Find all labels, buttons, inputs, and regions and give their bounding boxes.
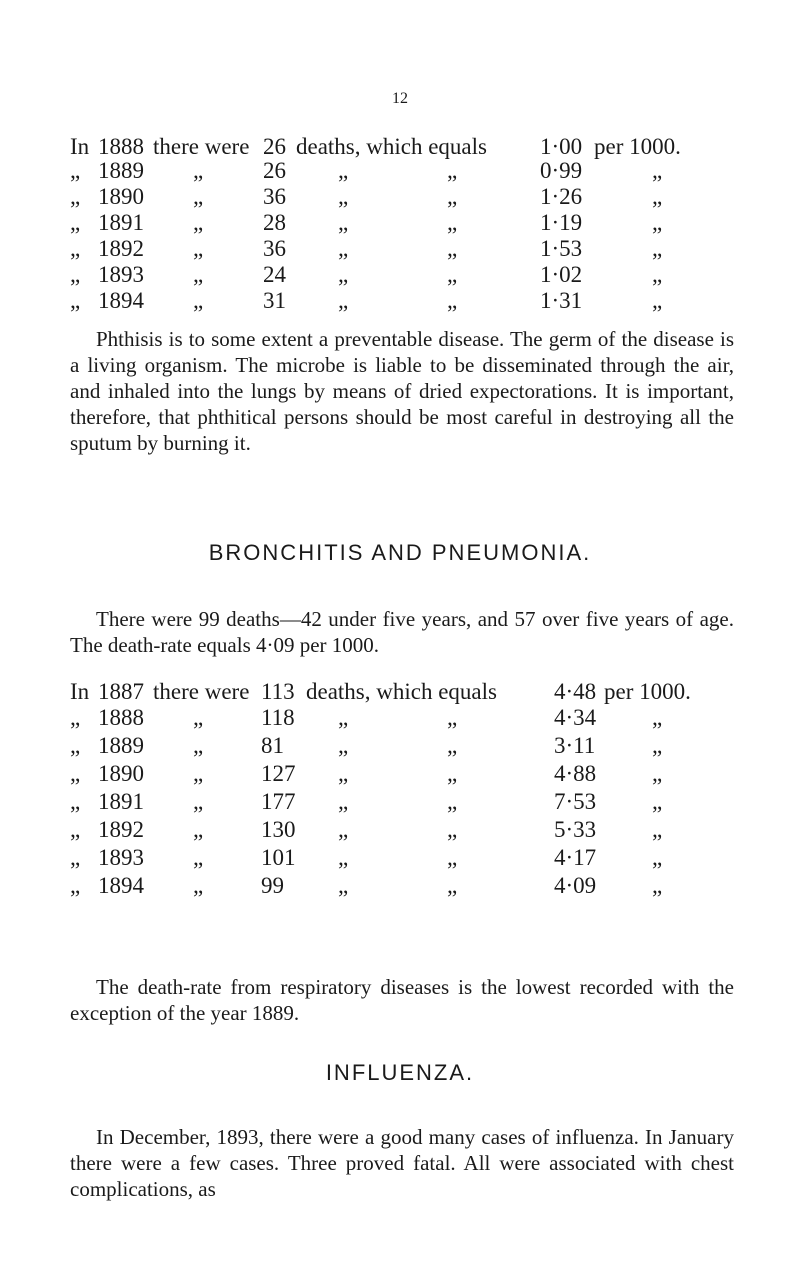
row-year: 1892 [98, 817, 144, 842]
row-suffix: „ [652, 817, 663, 842]
row-rate: 1·19 [540, 210, 583, 235]
row-deaths: 36 [263, 236, 286, 261]
row-prefix: „ [70, 789, 81, 814]
row-text3: „ [447, 817, 458, 842]
row-suffix: per 1000. [604, 679, 691, 704]
row-deaths: 127 [261, 761, 296, 786]
row-text2: „ [338, 705, 349, 730]
row-deaths: 113 [261, 679, 295, 704]
row-suffix: „ [652, 873, 663, 898]
row-text1: „ [193, 262, 204, 287]
row-text2: „ [338, 236, 349, 261]
row-deaths: 26 [263, 158, 286, 183]
row-text3: „ [447, 262, 458, 287]
row-text1: „ [193, 761, 204, 786]
row-text3: „ [447, 184, 458, 209]
row-text2: „ [338, 184, 349, 209]
row-rate: 4·34 [554, 705, 597, 730]
bronchitis-summary-paragraph: There were 99 deaths—42 under five years, and 57 over five years of age. The death-rate equals 4·09 per 1000. [70, 607, 734, 657]
influenza-heading: INFLUENZA. [325, 1060, 475, 1085]
row-text3: „ [447, 236, 458, 261]
row-suffix: „ [652, 236, 663, 261]
row-rate: 7·53 [554, 789, 597, 814]
row-suffix: per 1000. [594, 134, 681, 159]
row-text1: „ [193, 845, 204, 870]
row-text2: „ [338, 817, 349, 842]
row-deaths: 31 [263, 288, 286, 313]
row-rate: 5·33 [554, 817, 597, 842]
row-year: 1890 [98, 184, 144, 209]
row-rate: 1·00 [540, 134, 583, 159]
row-suffix: „ [652, 288, 663, 313]
respiratory-rate-paragraph: The death-rate from respiratory diseases is the lowest recorded with the exception of the year 1889. [70, 975, 734, 1025]
row-text2: „ [338, 733, 349, 758]
row-text2: „ [338, 210, 349, 235]
row-prefix: „ [70, 210, 81, 235]
phthisis-paragraph: Phthisis is to some extent a preventable disease. The germ of the disease is a living organism. The microbe is liable to be disseminated through the air, and inhaled into the lungs by means of dried expectorations. It is important, therefore, that phthitical persons should be most careful in destroying all the sputum by burning it. [70, 327, 734, 455]
row-text1: „ [193, 210, 204, 235]
row-deaths: 26 [263, 134, 286, 159]
row-prefix: „ [70, 733, 81, 758]
row-text2: deaths, which equals [306, 679, 497, 704]
row-year: 1893 [98, 262, 144, 287]
row-year: 1890 [98, 761, 144, 786]
row-prefix: „ [70, 158, 81, 183]
row-deaths: 118 [261, 705, 295, 730]
row-text1: „ [193, 817, 204, 842]
row-prefix: „ [70, 817, 81, 842]
row-prefix: „ [70, 236, 81, 261]
row-rate: 1·02 [540, 262, 583, 287]
row-year: 1893 [98, 845, 144, 870]
row-text1: „ [193, 873, 204, 898]
row-year: 1891 [98, 210, 144, 235]
row-deaths: 101 [261, 845, 296, 870]
row-rate: 1·31 [540, 288, 583, 313]
row-year: 1889 [98, 158, 144, 183]
row-text1: „ [193, 288, 204, 313]
row-prefix: „ [70, 288, 81, 313]
row-text3: „ [447, 873, 458, 898]
row-suffix: „ [652, 845, 663, 870]
row-text2: deaths, which equals [296, 134, 487, 159]
row-suffix: „ [652, 733, 663, 758]
row-rate: 4·17 [554, 845, 597, 870]
row-prefix: „ [70, 262, 81, 287]
row-rate: 4·09 [554, 873, 597, 898]
row-text3: „ [447, 761, 458, 786]
row-suffix: „ [652, 158, 663, 183]
page-number: 12 [392, 90, 408, 107]
row-text3: „ [447, 789, 458, 814]
row-year: 1892 [98, 236, 144, 261]
row-text2: „ [338, 845, 349, 870]
row-text2: „ [338, 873, 349, 898]
row-text3: „ [447, 288, 458, 313]
row-deaths: 130 [261, 817, 296, 842]
row-prefix: In [70, 134, 90, 159]
row-prefix: In [70, 679, 90, 704]
row-text2: „ [338, 262, 349, 287]
row-text3: „ [447, 845, 458, 870]
row-text2: „ [338, 761, 349, 786]
row-deaths: 81 [261, 733, 284, 758]
row-text1: „ [193, 789, 204, 814]
row-suffix: „ [652, 789, 663, 814]
row-deaths: 99 [261, 873, 284, 898]
row-text3: „ [447, 158, 458, 183]
row-text1: „ [193, 236, 204, 261]
row-year: 1891 [98, 789, 144, 814]
row-rate: 0·99 [540, 158, 583, 183]
row-rate: 4·88 [554, 761, 597, 786]
row-year: 1894 [98, 288, 144, 313]
row-prefix: „ [70, 705, 81, 730]
row-suffix: „ [652, 761, 663, 786]
row-text1: „ [193, 158, 204, 183]
row-prefix: „ [70, 184, 81, 209]
row-year: 1888 [98, 134, 144, 159]
row-year: 1887 [98, 679, 144, 704]
row-prefix: „ [70, 845, 81, 870]
row-text1: there were [153, 679, 250, 704]
row-suffix: „ [652, 262, 663, 287]
row-prefix: „ [70, 873, 81, 898]
row-suffix: „ [652, 210, 663, 235]
row-rate: 1·26 [540, 184, 583, 209]
row-text1: „ [193, 733, 204, 758]
row-text1: „ [193, 705, 204, 730]
row-text2: „ [338, 288, 349, 313]
row-text2: „ [338, 158, 349, 183]
influenza-paragraph: In December, 1893, there were a good many cases of influenza. In January there were a few cases. Three proved fatal. All were associated with chest complications, as [70, 1125, 734, 1201]
row-deaths: 36 [263, 184, 286, 209]
row-text3: „ [447, 705, 458, 730]
row-deaths: 177 [261, 789, 296, 814]
bronchitis-pneumonia-heading: BRONCHITIS AND PNEUMONIA. [208, 540, 592, 565]
row-rate: 4·48 [554, 679, 597, 704]
row-suffix: „ [652, 705, 663, 730]
row-text1: there were [153, 134, 250, 159]
row-deaths: 28 [263, 210, 286, 235]
row-text1: „ [193, 184, 204, 209]
row-suffix: „ [652, 184, 663, 209]
row-year: 1889 [98, 733, 144, 758]
row-text3: „ [447, 210, 458, 235]
row-text3: „ [447, 733, 458, 758]
row-year: 1894 [98, 873, 144, 898]
row-prefix: „ [70, 761, 81, 786]
row-text2: „ [338, 789, 349, 814]
row-rate: 3·11 [554, 733, 596, 758]
row-deaths: 24 [263, 262, 286, 287]
row-year: 1888 [98, 705, 144, 730]
row-rate: 1·53 [540, 236, 583, 261]
